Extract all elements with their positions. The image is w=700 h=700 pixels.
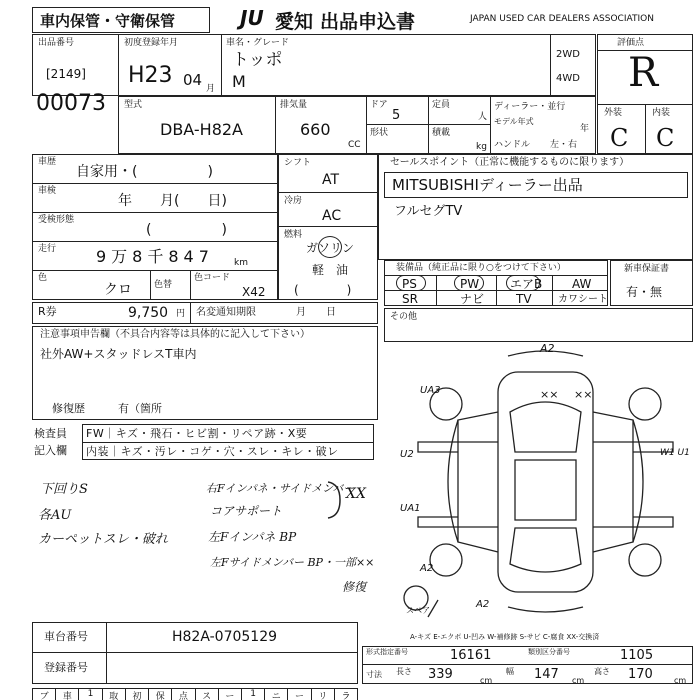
ac-label: 冷房 <box>284 196 303 206</box>
footer-cell: ス <box>195 689 218 700</box>
dim-label: 寸法 <box>366 670 382 679</box>
sales-label: セールスポイント（正常に機能するものに限ります） <box>390 157 630 168</box>
color-code-label: 色コード <box>194 273 231 283</box>
record-label: 記入欄 <box>34 444 67 457</box>
other-block <box>384 308 693 342</box>
title-pref: 愛知 <box>275 11 314 33</box>
color: クロ <box>104 282 132 298</box>
year-unit: 年 <box>580 124 590 134</box>
mark-a2-bottom: A2 <box>476 599 490 610</box>
recycle-label: R券 <box>38 305 57 318</box>
car-name: トッポ <box>232 50 283 70</box>
ac: AC <box>322 208 342 224</box>
int-grade: C <box>656 124 675 152</box>
footer-cell: 保 <box>148 689 171 700</box>
door-label: ドア <box>370 100 388 110</box>
footer-cell: ニ <box>264 689 287 700</box>
footer-cell: リ <box>311 689 334 700</box>
receive-value: ( ) <box>146 222 227 238</box>
plate-label: 登録番号 <box>44 661 88 674</box>
model-label: 型式 <box>124 100 143 110</box>
fuel-other: ( ) <box>294 283 352 297</box>
mark-top: A2 <box>540 342 555 355</box>
footer-cell: ー <box>218 689 241 700</box>
footer-cell: ー <box>287 689 310 700</box>
title-english: JAPAN USED CAR DEALERS ASSOCIATION <box>470 14 654 24</box>
mark-u2: U2 <box>400 449 414 460</box>
color-code: X42 <box>242 285 266 299</box>
height-unit: cm <box>674 676 687 685</box>
equip-pw: PW <box>460 277 480 291</box>
disp-label: 排気量 <box>280 100 308 110</box>
drive-2wd: 2WD <box>556 49 580 60</box>
footer-row <box>32 688 358 700</box>
hand-note-7: 左Fサイドメンバー BP・一部×× <box>210 556 375 569</box>
notice-value: 月 日 <box>296 307 336 318</box>
spare-label: スペア <box>406 606 430 615</box>
mark-ua1: UA1 <box>400 503 421 514</box>
length-unit: cm <box>480 676 493 685</box>
fw-line: FW｜キズ・飛石・ヒビ割・リペア跡・X要 <box>86 427 308 440</box>
footer-cell: ラ <box>334 689 358 700</box>
displacement: 660 <box>300 120 331 139</box>
notice-label: 名変通知期限 <box>196 307 256 318</box>
footer-cell: 車 <box>55 689 78 700</box>
shift-label: シフト <box>284 158 312 168</box>
lot-sub: [2149] <box>46 67 86 81</box>
recycle-fee: 9,750 <box>128 305 169 321</box>
drive-4wd: 4WD <box>556 73 580 84</box>
mark-ua3: UA3 <box>420 385 441 396</box>
mileage-label: 走行 <box>38 244 57 254</box>
page-title: 出品申込書 <box>320 11 416 33</box>
chassis-label: 車台番号 <box>44 630 88 643</box>
height: 170 <box>628 667 653 682</box>
footer-cell: 初 <box>125 689 148 700</box>
mark-xx-left: ×× <box>540 388 559 401</box>
equip-sr: SR <box>402 292 418 306</box>
ext-grade: C <box>610 124 629 152</box>
sales-main: MITSUBISHIディーラー出品 <box>392 176 583 194</box>
fuel-diesel: 軽 油 <box>312 263 349 277</box>
hand-note-6: 左Fインパネ BP <box>208 530 297 544</box>
hand-note-3: カーペットスレ・破れ <box>38 532 168 547</box>
footer-cell: 1 <box>241 689 264 700</box>
class-number: 1105 <box>620 648 654 663</box>
repair-value: 有（箇所 <box>118 402 162 415</box>
length-label: 長さ <box>396 667 412 676</box>
model-code: DBA-H82A <box>160 120 243 139</box>
reg-year: H23 <box>128 63 173 88</box>
reg-month: 04 <box>183 71 203 89</box>
hand-note-2: 各AU <box>38 508 72 523</box>
storage-tag-text: 車内保管・守衛保管 <box>40 12 176 30</box>
footer-cell: ブ <box>32 689 55 700</box>
brace-icon <box>326 480 348 520</box>
hand-note-8: 修復 <box>342 580 367 594</box>
payload-unit: kg <box>476 142 487 152</box>
type-number: 16161 <box>450 648 492 663</box>
model-year-label: モデル年式 <box>494 117 534 126</box>
eval-label: 評価点 <box>617 38 645 48</box>
warranty-value: 有・無 <box>626 285 663 299</box>
equip-aw: AW <box>572 277 592 291</box>
class-label: 類別区分番号 <box>528 648 570 656</box>
height-label: 高さ <box>594 667 610 676</box>
mileage: 9万8千847 <box>96 247 214 266</box>
hand-note-5: コアサポート <box>210 504 283 518</box>
name-label: 車名・グレード <box>226 38 290 48</box>
doors: 5 <box>392 108 401 123</box>
ju-logo: JU <box>240 6 264 30</box>
color-change-label: 色替 <box>154 280 173 290</box>
int-line: 内装｜キズ・汚レ・コゲ・穴・スレ・キレ・破レ <box>86 445 339 458</box>
shift: AT <box>322 172 340 188</box>
capacity-label: 定員 <box>432 100 451 110</box>
inspection-value: 年 月( 日) <box>118 193 227 209</box>
notes-label: 注意事項申告欄（不具合内容等は具体的に記入して下さい） <box>40 329 310 340</box>
equip-airbag: エアB <box>510 277 543 291</box>
shape-label: 形状 <box>370 128 389 138</box>
dealer-label: ディーラー・並行 <box>494 102 566 112</box>
fuel-gas: ガソリン <box>306 241 355 255</box>
footer-cell: 1 <box>78 689 101 700</box>
length: 339 <box>428 667 453 682</box>
eval-grade: R <box>628 50 659 96</box>
history-value: 自家用・( ) <box>76 164 213 180</box>
fuel-label: 燃料 <box>284 230 303 240</box>
inspection-label: 車検 <box>38 186 57 196</box>
mark-a2-left: A2 <box>420 563 434 574</box>
equip-tv: TV <box>516 292 532 306</box>
inspector-label: 検査員 <box>34 427 67 440</box>
mark-xx-right: ×× <box>574 388 593 401</box>
damage-legend: A-キズ E-エクボ U-凹み W-補修跡 S-サビ C-腐食 XX-交換済 <box>410 633 600 641</box>
footer-cell: 点 <box>171 689 194 700</box>
warranty-label: 新車保証書 <box>624 264 670 274</box>
equip-navi: ナビ <box>460 292 485 306</box>
handle-label: ハンドル <box>494 140 531 150</box>
equip-kawa: カワシート <box>558 294 608 305</box>
color-label: 色 <box>38 273 48 283</box>
mark-w1u1: W1 U1 <box>660 448 690 458</box>
recycle-unit: 円 <box>176 309 186 319</box>
history-label: 車歴 <box>38 157 57 167</box>
width-label: 幅 <box>506 667 514 676</box>
disp-unit: CC <box>348 140 361 150</box>
brace-mark: XX <box>346 486 366 502</box>
notes-text: 社外AW+スタッドレスT車内 <box>40 347 197 361</box>
lot-number: 00073 <box>36 91 106 116</box>
handle-options: 左・右 <box>550 140 578 150</box>
sales-sub: フルセグTV <box>394 204 463 219</box>
capacity-unit: 人 <box>478 112 488 122</box>
hand-note-1: 下回りS <box>40 482 88 497</box>
width-unit: cm <box>572 676 585 685</box>
grade: M <box>232 72 246 91</box>
width: 147 <box>534 667 559 682</box>
equip-label: 装備品（純正品に限り○をつけて下さい） <box>396 263 566 273</box>
lot-label: 出品番号 <box>38 38 75 48</box>
ext-label: 外装 <box>604 108 623 118</box>
hand-note-4: 右Fインパネ・サイドメンバー <box>206 482 355 495</box>
type-label: 形式指定番号 <box>366 648 408 656</box>
payload-label: 積載 <box>432 128 451 138</box>
mileage-unit: km <box>234 258 248 268</box>
chassis-number: H82A-0705129 <box>172 629 278 645</box>
repair-label: 修復歴 <box>52 402 85 415</box>
other-label: その他 <box>390 312 418 322</box>
receive-label: 受検形態 <box>38 215 75 225</box>
reg-month-unit: 月 <box>206 84 216 94</box>
reg-label: 初度登録年月 <box>124 38 179 48</box>
car-damage-diagram <box>398 342 693 627</box>
footer-cell: 取 <box>102 689 125 700</box>
vehicle-info-row1 <box>32 34 596 96</box>
equip-ps: PS <box>402 277 417 291</box>
int-label: 内装 <box>652 108 671 118</box>
